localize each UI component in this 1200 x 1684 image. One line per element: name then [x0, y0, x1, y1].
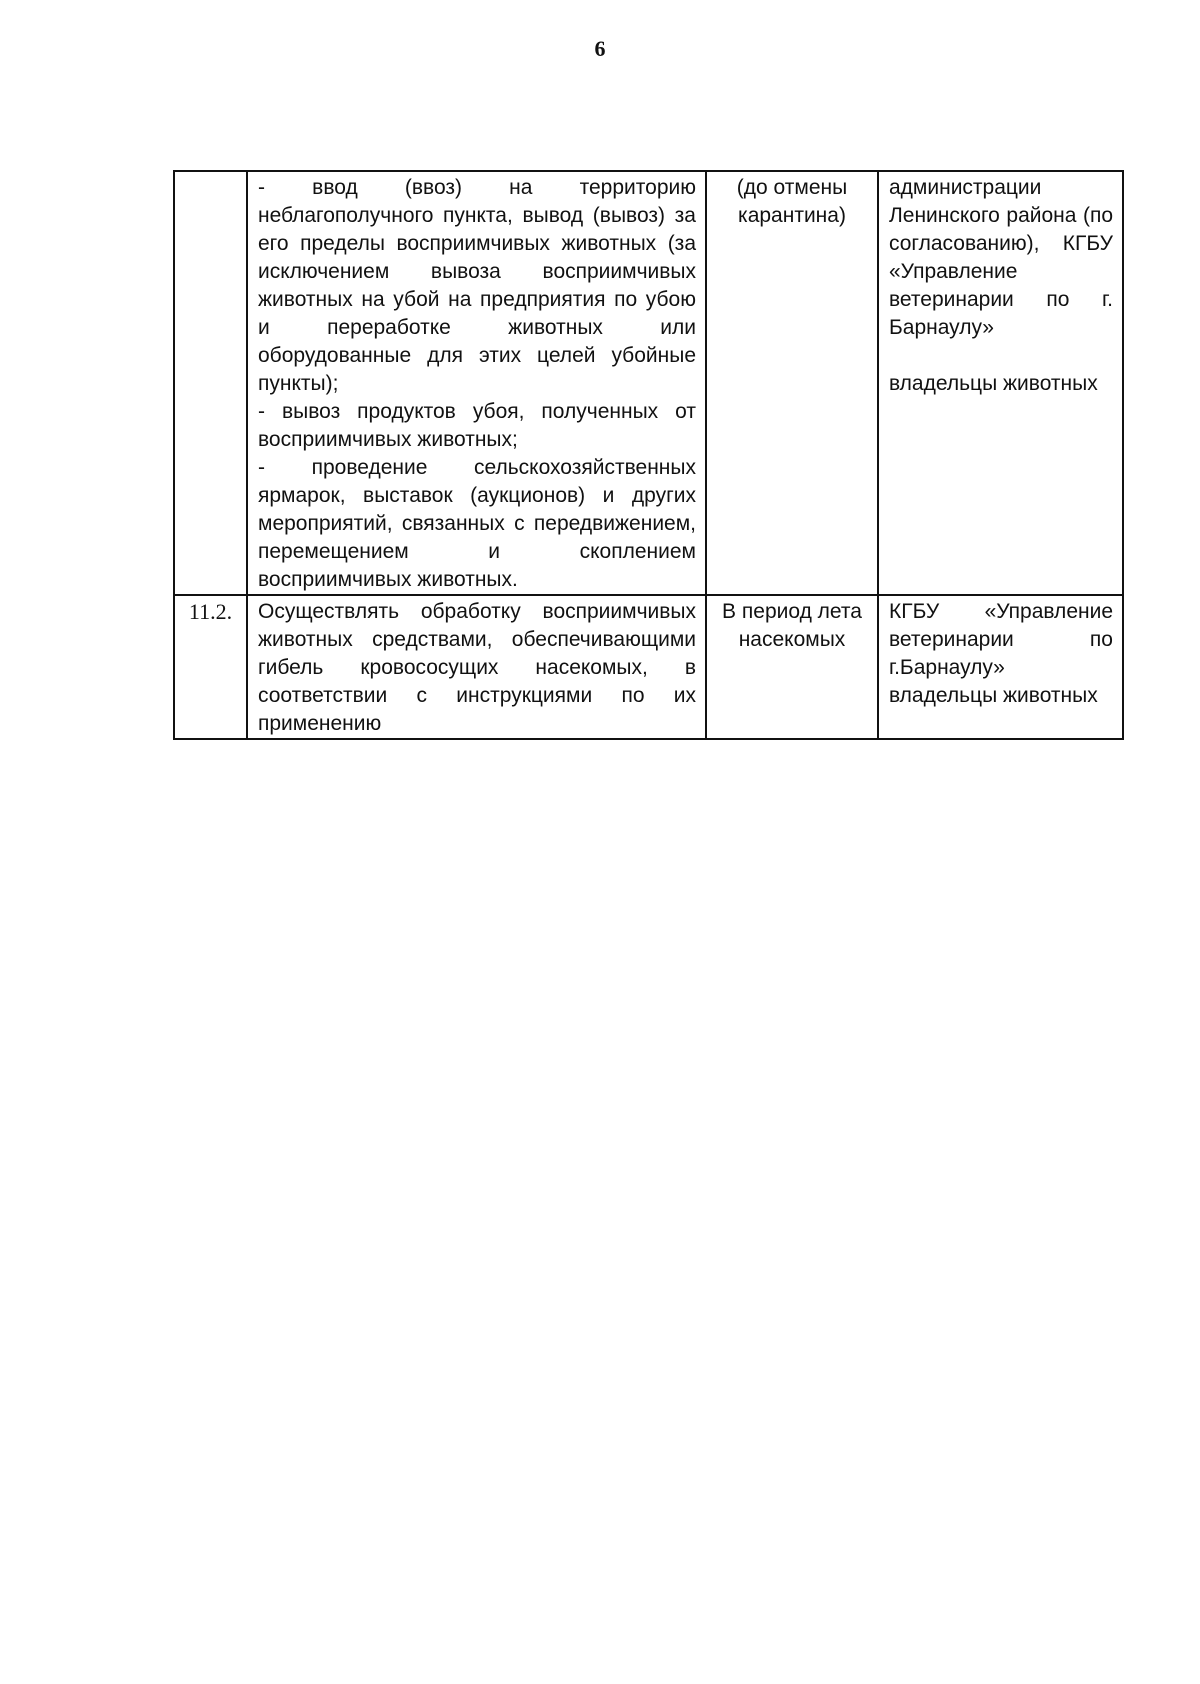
action-item: - ввод (ввоз) на территорию неблагополучного пункта, вывод (вывоз) за его пределы восприимчивых животных (за исключением вывоза восприимчивых животных на убой на предприятия по убою и переработке животных или оборудованные для этих целей убойные пункты); [258, 176, 696, 395]
action-item: - вывоз продуктов убоя, полученных от восприимчивых животных; [258, 400, 696, 451]
spacer [889, 342, 1113, 370]
measures-table [173, 170, 1124, 740]
table-row [174, 171, 1123, 595]
responsible-cell [878, 595, 1123, 739]
responsible-cell [878, 171, 1123, 595]
page-number: 6 [594, 36, 606, 61]
term-cell: В период лета насекомых [706, 595, 878, 739]
term-cell: (до отмены карантина) [706, 171, 878, 595]
row-number-cell: 11.2. [174, 595, 247, 739]
action-cell [247, 171, 706, 595]
action-item: - проведение сельскохозяйственных ярмарок, выставок (аукционов) и других мероприятий, связанных с передвижением, перемещением и скоплением восприимчивых животных. [258, 456, 696, 591]
table-row [174, 595, 1123, 739]
responsible-item: владельцы животных [889, 684, 1098, 707]
action-item: Осуществлять обработку восприимчивых животных средствами, обеспечивающими гибель кровососущих насекомых, в соответствии с инструкциями по их применению [258, 600, 696, 735]
responsible-item: администрации Ленинского района (по согласованию), КГБУ «Управление ветеринарии по г. Барнаулу» [889, 176, 1113, 339]
row-number-cell [174, 171, 247, 595]
action-cell [247, 595, 706, 739]
responsible-item: КГБУ «Управление ветеринарии по г.Барнаулу» [889, 600, 1113, 679]
responsible-item: владельцы животных [889, 372, 1098, 395]
